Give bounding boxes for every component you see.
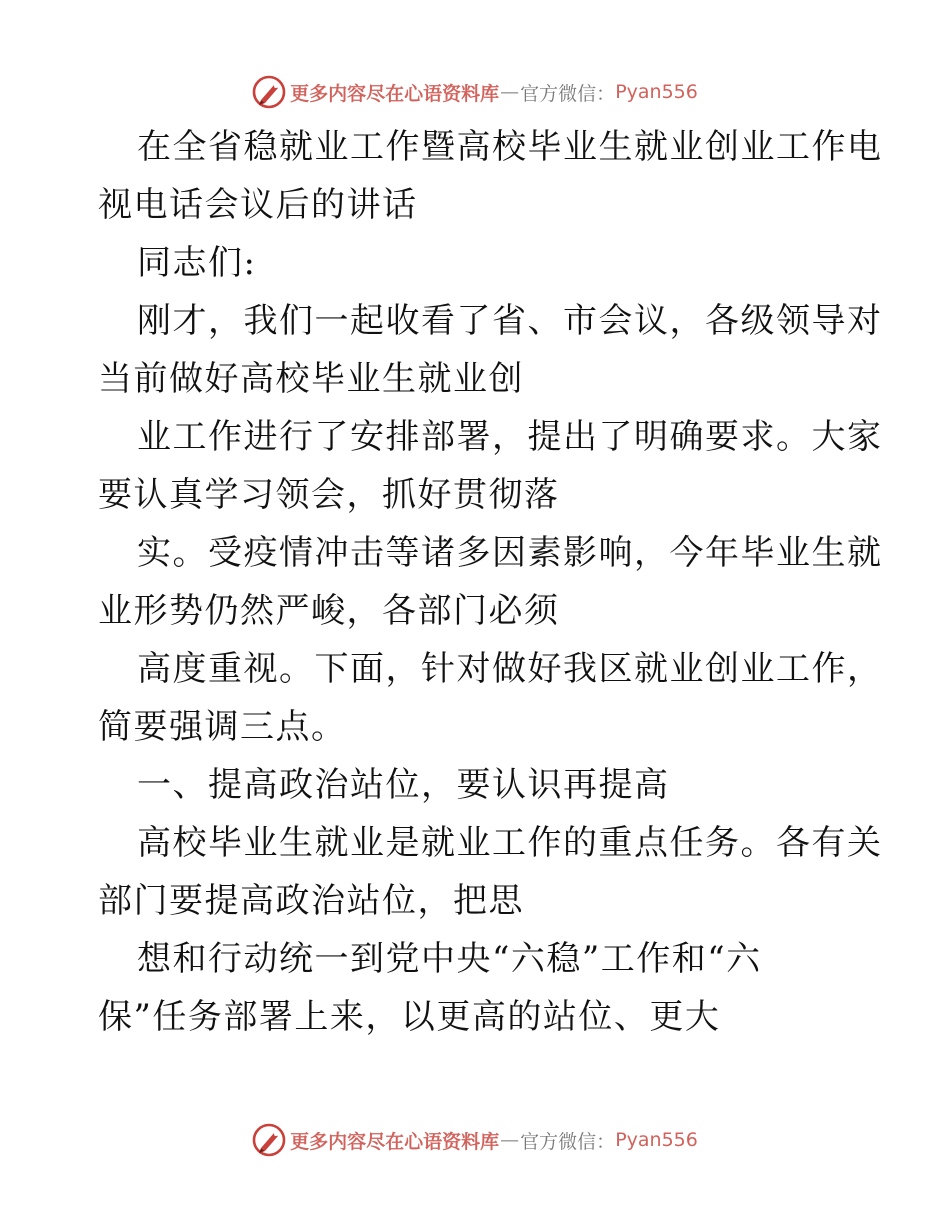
text-line: 一、提高政治站位，要认识再提高 (137, 765, 670, 805)
text-line: 保”任务部署上来，以更高的站位、更大 (98, 997, 721, 1037)
watermark-account: Pyan556 (615, 81, 698, 103)
watermark-dash: — (500, 1129, 520, 1151)
text-line: 要认真学习领会，抓好贯彻落 (98, 475, 560, 515)
header-watermark (0, 72, 950, 112)
text-line: 当前做好高校毕业生就业创 (98, 359, 524, 399)
watermark-dash: — (500, 81, 520, 103)
pen-logo-icon (252, 75, 286, 109)
watermark-account: Pyan556 (615, 1129, 698, 1151)
document-body (98, 118, 883, 1046)
text-line: 业形势仍然严峻，各部门必须 (98, 591, 560, 631)
watermark-label: 官方微信： (520, 82, 616, 105)
watermark-site-text: 更多内容尽在心语资料库 (290, 82, 500, 105)
text-line: 业工作进行了安排部署，提出了明确要求。大家 (137, 417, 883, 457)
watermark-label: 官方微信： (520, 1130, 616, 1153)
pen-logo-icon (252, 1123, 286, 1157)
text-line: 简要强调三点。 (98, 707, 347, 747)
text-line: 同志们: (137, 243, 257, 283)
text-line: 视电话会议后的讲话 (98, 185, 418, 225)
text-line: 高校毕业生就业是就业工作的重点任务。各有关 (137, 823, 883, 863)
footer-watermark (0, 1120, 950, 1160)
text-line: 部门要提高政治站位，把思 (98, 881, 524, 921)
text-line: 高度重视。下面，针对做好我区就业创业工作， (137, 649, 883, 689)
text-line: 实。受疫情冲击等诸多因素影响，今年毕业生就 (137, 533, 883, 573)
text-line: 刚才，我们一起收看了省、市会议，各级领导对 (137, 301, 883, 341)
text-line: 在全省稳就业工作暨高校毕业生就业创业工作电 (137, 127, 883, 167)
watermark-site-text: 更多内容尽在心语资料库 (290, 1130, 500, 1153)
text-line: 想和行动统一到党中央“六稳”工作和“六 (137, 939, 762, 979)
